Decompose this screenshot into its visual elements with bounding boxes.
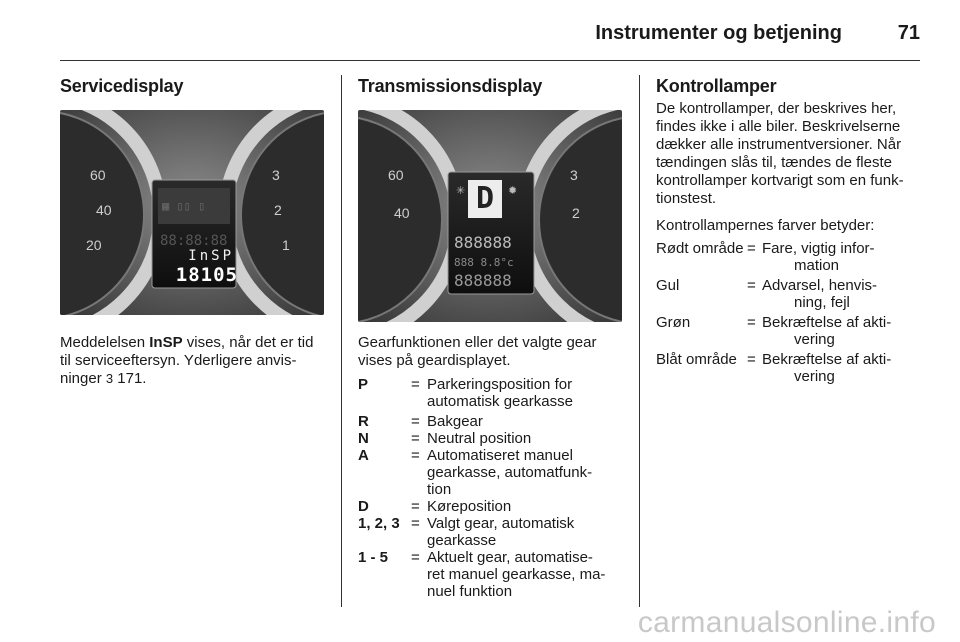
svg-text:20: 20	[86, 237, 102, 253]
watermark: carmanualsonline.info	[637, 606, 936, 639]
header-rule	[60, 60, 920, 61]
definition-row: Grøn = Bekræftelse af akti- vering	[656, 314, 892, 348]
svg-text:3: 3	[570, 167, 578, 183]
svg-text:60: 60	[388, 167, 404, 183]
svg-text:40: 40	[394, 205, 410, 221]
svg-text:1: 1	[282, 237, 290, 253]
definition-row: D = Køreposition	[358, 498, 512, 515]
svg-text:✹: ✹	[508, 184, 518, 197]
page-header	[60, 18, 920, 52]
svg-text:888888: 888888	[454, 233, 512, 252]
transmission-intro: Gearfunktionen eller det valgte gear vises på geardisplayet.	[358, 334, 597, 369]
kontrollamper-section	[656, 76, 926, 97]
display-insp-text: InSP	[188, 248, 234, 264]
servicedisplay-heading: Servicedisplay	[60, 76, 184, 96]
definition-row: N = Neutral position	[358, 430, 532, 447]
page-title: Instrumenter og betjening	[595, 22, 842, 44]
svg-text:2: 2	[274, 202, 282, 218]
column-divider-1	[341, 75, 342, 607]
svg-text:3: 3	[272, 167, 280, 183]
definition-row: Rødt område = Fare, vigtig infor- mation	[656, 240, 875, 274]
svg-text:40: 40	[96, 202, 112, 218]
definition-row: Gul = Advarsel, henvis- ning, fejl	[656, 277, 878, 311]
colors-intro: Kontrollampernes farver betyder:	[656, 217, 875, 234]
definition-row: P = Parkeringsposition for automatisk gearkasse	[358, 376, 573, 410]
transmissionsdisplay-section	[358, 76, 628, 97]
transmissionsdisplay-heading: Transmissionsdisplay	[358, 76, 543, 96]
insp-bold: InSP	[149, 334, 183, 351]
display-odometer-text: 18105	[175, 264, 238, 286]
servicedisplay-section	[60, 76, 330, 97]
svg-text:88:88:88: 88:88:88	[160, 233, 228, 249]
svg-text:888888: 888888	[454, 271, 512, 290]
column-divider-2	[639, 75, 640, 607]
page-number: 71	[897, 22, 920, 44]
svg-text:60: 60	[90, 167, 106, 183]
reference-symbol-icon: 3	[105, 371, 114, 386]
gear-indicator-text: D	[475, 181, 495, 216]
color-definition-list	[656, 240, 926, 388]
definition-row: A = Automatiseret manuel gearkasse, automatfunk- tion	[358, 447, 593, 498]
servicedisplay-photo	[60, 110, 324, 315]
servicedisplay-paragraph: Meddelelsen InSP vises, når det er tid til serviceeftersyn. Yderligere anvis- ninger 3 171.	[60, 334, 314, 387]
transmissionsdisplay-photo	[358, 110, 622, 322]
svg-text:888 8.8°c: 888 8.8°c	[454, 256, 514, 269]
definition-row: Blåt område = Bekræftelse af akti- vering	[656, 351, 892, 385]
definition-row: 1 - 5 = Aktuelt gear, automatise- ret manuel gearkasse, ma- nuel funktion	[358, 549, 606, 600]
definition-row: R = Bakgear	[358, 413, 483, 430]
svg-text:2: 2	[572, 205, 580, 221]
gear-definition-list	[358, 376, 633, 600]
kontrollamper-intro: De kontrollamper, der beskrives her, findes ikke i alle biler. Beskrivelserne dækker alle instrumentversioner. Når tændingen slås til, tændes de fleste kontrollamper kortvarigt som en funk- tionstest.	[656, 100, 904, 207]
definition-row: 1, 2, 3 = Valgt gear, automatisk gearkasse	[358, 515, 575, 549]
svg-text:▦ ▯▯ ▯: ▦ ▯▯ ▯	[162, 199, 206, 213]
kontrollamper-heading: Kontrollamper	[656, 76, 777, 96]
svg-text:✳: ✳	[456, 184, 466, 197]
